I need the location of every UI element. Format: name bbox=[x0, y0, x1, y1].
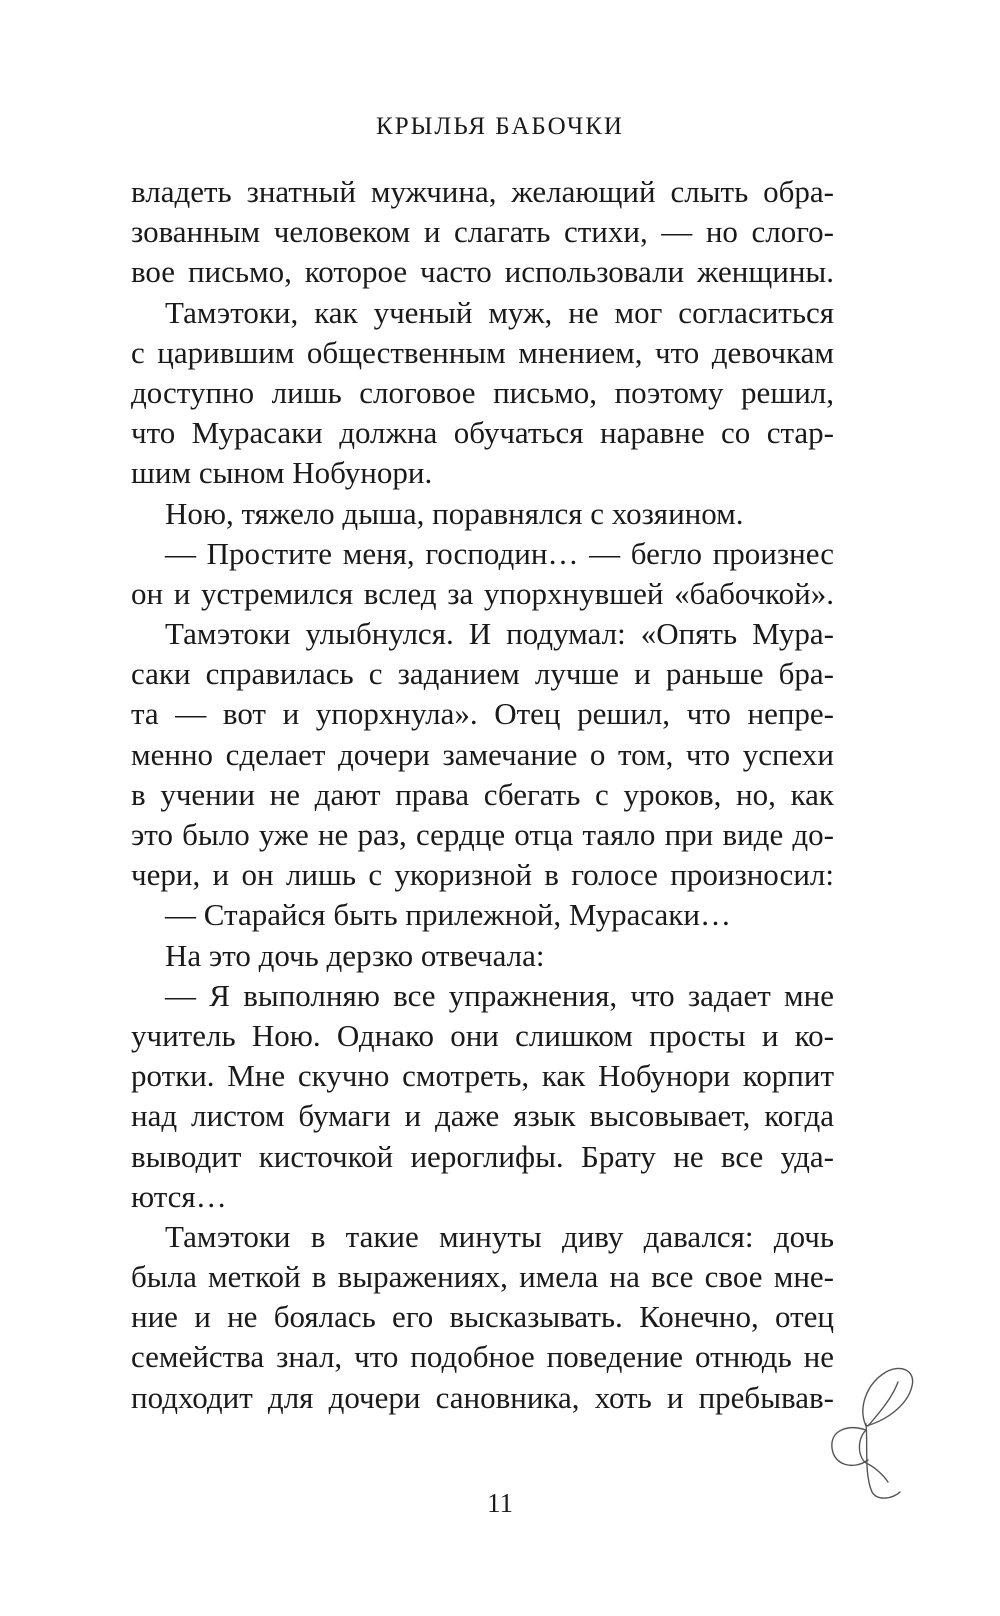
text-line: это было уже не раз, сердце отца таяло при виде до- bbox=[131, 817, 834, 852]
running-title: КРЫЛЬЯ БАБОЧКИ bbox=[376, 113, 624, 140]
text-line: над листом бумаги и даже язык высовывает, когда bbox=[131, 1098, 834, 1134]
text-line: чери, и он лишь с укоризной в голосе произносил: bbox=[131, 857, 834, 893]
text-line: владеть знатный мужчина, желающий слыть обра- bbox=[131, 174, 834, 209]
text-line: учитель Ною. Однако они слишком просты и ко- bbox=[131, 1017, 834, 1053]
text-line: подходит для дочери сановника, хоть и пребывав- bbox=[131, 1379, 834, 1415]
text-line: ротки. Мне скучно смотреть, как Нобунори корпит bbox=[131, 1058, 834, 1094]
text-line: в учении не дают права сбегать с уроков, но, как bbox=[131, 776, 834, 812]
text-line: — Простите меня, господин… — бегло произнес bbox=[165, 535, 834, 571]
text-line: ются… bbox=[131, 1178, 227, 1214]
text-line: зованным человеком и слагать стихи, — но слого- bbox=[131, 214, 834, 250]
text-line: доступно лишь слоговое письмо, поэтому решил, bbox=[131, 374, 834, 410]
text-line: та — вот и упорхнула». Отец решил, что непре- bbox=[131, 696, 834, 732]
text-line: Тамэтоки, как ученый муж, не мог согласиться bbox=[165, 294, 834, 330]
text-line: Ною, тяжело дыша, поравнялся с хозяином. bbox=[165, 495, 744, 531]
text-line: с царившим общественным мнением, что девочкам bbox=[131, 334, 834, 370]
text-line: шим сыном Нобунори. bbox=[131, 455, 433, 491]
text-line: была меткой в выражениях, имела на все свое мне- bbox=[131, 1259, 834, 1295]
text-line: он и устремился вслед за упорхнувшей «бабочкой». bbox=[131, 575, 834, 611]
text-line: Тамэтоки в такие минуты диву давался: дочь bbox=[165, 1218, 834, 1254]
text-line: семейства знал, что подобное поведение отнюдь не bbox=[131, 1339, 834, 1375]
page-number: 11 bbox=[487, 1488, 513, 1518]
text-line: На это дочь дерзко отвечала: bbox=[165, 937, 545, 973]
text-line: саки справилась с заданием лучше и раньше бра- bbox=[131, 656, 834, 692]
text-line: менно сделает дочери замечание о том, что успехи bbox=[131, 736, 834, 772]
text-line: — Старайся быть прилежной, Мурасаки… bbox=[165, 897, 731, 933]
text-line: ние и не боялась его высказывать. Конечно, отец bbox=[131, 1299, 834, 1335]
text-line: вое письмо, которое часто использовали женщины. bbox=[131, 254, 834, 290]
text-line: выводит кисточкой иероглифы. Брату не все уда- bbox=[131, 1138, 834, 1174]
text-line: Тамэтоки улыбнулся. И подумал: «Опять Мура- bbox=[165, 616, 834, 652]
butterfly-icon bbox=[828, 1364, 920, 1504]
text-line: — Я выполняю все упражнения, что задает мне bbox=[165, 977, 834, 1013]
body-text bbox=[131, 172, 834, 1418]
text-line: что Мурасаки должна обучаться наравне со стар- bbox=[131, 415, 834, 451]
